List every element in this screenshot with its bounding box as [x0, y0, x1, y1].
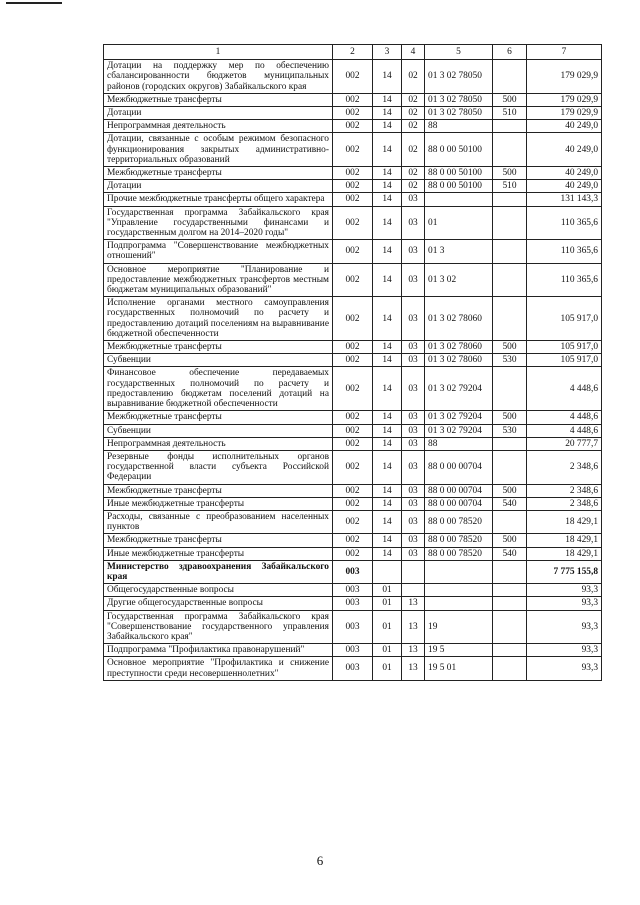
- row-rz: [373, 560, 402, 583]
- budget-table: [103, 44, 602, 681]
- table-row: [104, 107, 602, 120]
- row-pr: 13: [402, 610, 425, 644]
- row-rz: 14: [373, 547, 402, 560]
- table-row: [104, 354, 602, 367]
- row-cs: 01 3 02 78050: [425, 107, 493, 120]
- row-sum: 179 029,9: [527, 93, 602, 106]
- row-cs: 01 3 02: [425, 263, 493, 297]
- row-name: Межбюджетные трансферты: [104, 167, 333, 180]
- row-grbs: 002: [333, 107, 373, 120]
- header-cell: 3: [373, 45, 402, 60]
- row-sum: 110 365,6: [527, 263, 602, 297]
- row-sum: 93,3: [527, 597, 602, 610]
- row-pr: 03: [402, 534, 425, 547]
- row-grbs: 002: [333, 206, 373, 240]
- row-grbs: 002: [333, 534, 373, 547]
- row-vr: [493, 120, 527, 133]
- table-row: [104, 560, 602, 583]
- row-name: Прочие межбюджетные трансферты общего характера: [104, 193, 333, 206]
- row-grbs: 002: [333, 497, 373, 510]
- table-body: [104, 60, 602, 681]
- row-cs: 19 5: [425, 644, 493, 657]
- table-row: [104, 547, 602, 560]
- table-row: [104, 510, 602, 533]
- row-pr: 03: [402, 240, 425, 263]
- row-name: Дотации на поддержку мер по обеспечению сбалансированности бюджетов муниципальных районов (городских округов) Забайкальского края: [104, 60, 333, 94]
- row-grbs: 002: [333, 93, 373, 106]
- row-vr: 500: [493, 484, 527, 497]
- row-grbs: 002: [333, 354, 373, 367]
- row-sum: 179 029,9: [527, 107, 602, 120]
- row-grbs: 002: [333, 411, 373, 424]
- row-rz: 14: [373, 437, 402, 450]
- header-cell: 5: [425, 45, 493, 60]
- table-row: [104, 120, 602, 133]
- row-name: Общегосударственные вопросы: [104, 584, 333, 597]
- row-pr: 03: [402, 450, 425, 484]
- row-grbs: 002: [333, 60, 373, 94]
- table-row: [104, 341, 602, 354]
- row-name: Межбюджетные трансферты: [104, 484, 333, 497]
- row-sum: 105 917,0: [527, 297, 602, 341]
- row-sum: 2 348,6: [527, 497, 602, 510]
- row-vr: 540: [493, 497, 527, 510]
- row-pr: 03: [402, 367, 425, 411]
- row-pr: 03: [402, 424, 425, 437]
- row-grbs: 002: [333, 341, 373, 354]
- row-sum: 7 775 155,8: [527, 560, 602, 583]
- row-vr: [493, 560, 527, 583]
- row-vr: [493, 450, 527, 484]
- header-cell: 7: [527, 45, 602, 60]
- row-vr: [493, 584, 527, 597]
- row-vr: [493, 240, 527, 263]
- row-cs: 01 3 02 78060: [425, 354, 493, 367]
- row-vr: [493, 193, 527, 206]
- row-vr: 500: [493, 93, 527, 106]
- row-name: Непрограммная деятельность: [104, 120, 333, 133]
- row-vr: [493, 644, 527, 657]
- row-pr: 02: [402, 167, 425, 180]
- row-cs: 01 3 02 78060: [425, 297, 493, 341]
- row-cs: 88 0 00 78520: [425, 547, 493, 560]
- row-vr: [493, 206, 527, 240]
- row-cs: 88 0 00 00704: [425, 497, 493, 510]
- row-pr: 13: [402, 597, 425, 610]
- table-row: [104, 610, 602, 644]
- row-name: Дотации, связанные с особым режимом безопасного функционирования закрытых административно-территориальных образований: [104, 133, 333, 167]
- row-rz: 14: [373, 534, 402, 547]
- row-name: Межбюджетные трансферты: [104, 411, 333, 424]
- row-pr: 03: [402, 354, 425, 367]
- row-name: Непрограммная деятельность: [104, 437, 333, 450]
- table-row: [104, 167, 602, 180]
- row-vr: [493, 263, 527, 297]
- header-cell: 2: [333, 45, 373, 60]
- row-pr: 03: [402, 510, 425, 533]
- row-grbs: 003: [333, 610, 373, 644]
- row-grbs: 002: [333, 450, 373, 484]
- row-name: Расходы, связанные с преобразованием населенных пунктов: [104, 510, 333, 533]
- row-rz: 14: [373, 297, 402, 341]
- row-sum: 18 429,1: [527, 510, 602, 533]
- row-name: Государственная программа Забайкальского края "Управление государственными финансами и государственным долгом на 2014–2020 годы": [104, 206, 333, 240]
- row-sum: 131 143,3: [527, 193, 602, 206]
- row-rz: 14: [373, 180, 402, 193]
- row-sum: 105 917,0: [527, 354, 602, 367]
- row-grbs: 002: [333, 424, 373, 437]
- table-row: [104, 93, 602, 106]
- row-sum: 18 429,1: [527, 547, 602, 560]
- row-pr: 03: [402, 547, 425, 560]
- row-vr: 530: [493, 424, 527, 437]
- row-rz: 14: [373, 60, 402, 94]
- row-pr: [402, 584, 425, 597]
- page-number: 6: [316, 853, 324, 868]
- row-rz: 14: [373, 367, 402, 411]
- row-name: Финансовое обеспечение передаваемых государственных полномочий по расчету и предоставлению бюджетам поселений дотаций на выравнивание бюджетной обеспеченности: [104, 367, 333, 411]
- row-pr: 13: [402, 644, 425, 657]
- row-cs: 01 3: [425, 240, 493, 263]
- row-grbs: 002: [333, 120, 373, 133]
- row-sum: 40 249,0: [527, 120, 602, 133]
- row-pr: 03: [402, 341, 425, 354]
- row-rz: 14: [373, 107, 402, 120]
- row-name: Иные межбюджетные трансферты: [104, 497, 333, 510]
- row-cs: 88 0 00 00704: [425, 484, 493, 497]
- row-grbs: 002: [333, 263, 373, 297]
- table-row: [104, 497, 602, 510]
- row-rz: 01: [373, 657, 402, 680]
- row-vr: [493, 597, 527, 610]
- row-grbs: 003: [333, 657, 373, 680]
- row-cs: 88 0 00 50100: [425, 180, 493, 193]
- row-vr: 510: [493, 107, 527, 120]
- row-sum: 20 777,7: [527, 437, 602, 450]
- row-name: Межбюджетные трансферты: [104, 93, 333, 106]
- row-name: Другие общегосударственные вопросы: [104, 597, 333, 610]
- row-pr: 03: [402, 206, 425, 240]
- row-rz: 14: [373, 93, 402, 106]
- row-pr: 02: [402, 93, 425, 106]
- row-rz: 14: [373, 510, 402, 533]
- row-name: Межбюджетные трансферты: [104, 534, 333, 547]
- row-vr: [493, 297, 527, 341]
- row-pr: [402, 560, 425, 583]
- row-sum: 40 249,0: [527, 180, 602, 193]
- table-row: [104, 584, 602, 597]
- row-grbs: 002: [333, 297, 373, 341]
- table-row: [104, 263, 602, 297]
- row-pr: 03: [402, 437, 425, 450]
- row-grbs: 002: [333, 484, 373, 497]
- row-vr: 510: [493, 180, 527, 193]
- row-sum: 93,3: [527, 644, 602, 657]
- row-name: Дотации: [104, 180, 333, 193]
- row-pr: 13: [402, 657, 425, 680]
- row-name: Основное мероприятие "Профилактика и снижение преступности среди несовершеннолетних": [104, 657, 333, 680]
- row-name: Субвенции: [104, 424, 333, 437]
- row-name: Подпрограмма "Совершенствование межбюджетных отношений": [104, 240, 333, 263]
- row-vr: [493, 510, 527, 533]
- row-sum: 110 365,6: [527, 206, 602, 240]
- header-cell: 6: [493, 45, 527, 60]
- row-cs: 01: [425, 206, 493, 240]
- row-rz: 14: [373, 497, 402, 510]
- table-row: [104, 206, 602, 240]
- header-cell: 4: [402, 45, 425, 60]
- row-pr: 03: [402, 297, 425, 341]
- row-pr: 02: [402, 60, 425, 94]
- row-vr: 500: [493, 411, 527, 424]
- row-vr: [493, 657, 527, 680]
- row-sum: 105 917,0: [527, 341, 602, 354]
- row-grbs: 002: [333, 437, 373, 450]
- row-sum: 40 249,0: [527, 167, 602, 180]
- row-cs: 88 0 00 50100: [425, 167, 493, 180]
- row-rz: 14: [373, 263, 402, 297]
- row-cs: 01 3 02 78050: [425, 93, 493, 106]
- row-rz: 14: [373, 450, 402, 484]
- row-rz: 14: [373, 341, 402, 354]
- row-sum: 2 348,6: [527, 484, 602, 497]
- row-grbs: 002: [333, 510, 373, 533]
- table-header-row: [104, 45, 602, 60]
- table-row: [104, 657, 602, 680]
- row-name: Подпрограмма "Профилактика правонарушений": [104, 644, 333, 657]
- row-cs: [425, 597, 493, 610]
- row-vr: 500: [493, 341, 527, 354]
- row-cs: [425, 560, 493, 583]
- table-row: [104, 450, 602, 484]
- row-grbs: 002: [333, 167, 373, 180]
- table-row: [104, 437, 602, 450]
- row-rz: 01: [373, 597, 402, 610]
- table-row: [104, 424, 602, 437]
- row-cs: [425, 193, 493, 206]
- row-sum: 110 365,6: [527, 240, 602, 263]
- row-grbs: 002: [333, 547, 373, 560]
- row-rz: 14: [373, 354, 402, 367]
- row-grbs: 003: [333, 644, 373, 657]
- row-grbs: 003: [333, 560, 373, 583]
- row-cs: 01 3 02 78060: [425, 341, 493, 354]
- row-cs: 88: [425, 437, 493, 450]
- row-pr: 02: [402, 133, 425, 167]
- row-pr: 02: [402, 107, 425, 120]
- row-rz: 14: [373, 193, 402, 206]
- row-grbs: 002: [333, 133, 373, 167]
- row-cs: 01 3 02 79204: [425, 424, 493, 437]
- row-cs: 19: [425, 610, 493, 644]
- row-name: Дотации: [104, 107, 333, 120]
- row-name: Министерство здравоохранения Забайкальского края: [104, 560, 333, 583]
- row-cs: 88 0 00 50100: [425, 133, 493, 167]
- row-pr: 03: [402, 411, 425, 424]
- table-row: [104, 240, 602, 263]
- row-name: Основное мероприятие "Планирование и предоставление межбюджетных трансфертов местным бюджетам муниципальных образований": [104, 263, 333, 297]
- row-rz: 14: [373, 133, 402, 167]
- header-cell: 1: [104, 45, 333, 60]
- row-cs: 01 3 02 79204: [425, 411, 493, 424]
- row-cs: 01 3 02 78050: [425, 60, 493, 94]
- table-row: [104, 367, 602, 411]
- row-pr: 03: [402, 497, 425, 510]
- row-cs: 88 0 00 00704: [425, 450, 493, 484]
- table-row: [104, 484, 602, 497]
- row-name: Государственная программа Забайкальского края "Совершенствование государственного управления Забайкальского края": [104, 610, 333, 644]
- row-cs: 19 5 01: [425, 657, 493, 680]
- row-pr: 02: [402, 180, 425, 193]
- row-rz: 14: [373, 240, 402, 263]
- row-name: Иные межбюджетные трансферты: [104, 547, 333, 560]
- header-rule: [6, 2, 62, 4]
- row-name: Резервные фонды исполнительных органов государственной власти субъекта Российской Федерации: [104, 450, 333, 484]
- row-vr: [493, 367, 527, 411]
- row-rz: 01: [373, 644, 402, 657]
- table-row: [104, 644, 602, 657]
- row-rz: 14: [373, 424, 402, 437]
- table-row: [104, 180, 602, 193]
- row-grbs: 002: [333, 367, 373, 411]
- row-vr: [493, 610, 527, 644]
- row-sum: 18 429,1: [527, 534, 602, 547]
- table-row: [104, 133, 602, 167]
- row-sum: 2 348,6: [527, 450, 602, 484]
- table-row: [104, 193, 602, 206]
- row-rz: 01: [373, 584, 402, 597]
- row-grbs: 003: [333, 584, 373, 597]
- row-rz: 14: [373, 120, 402, 133]
- table-row: [104, 597, 602, 610]
- row-rz: 14: [373, 206, 402, 240]
- row-grbs: 002: [333, 180, 373, 193]
- row-sum: 93,3: [527, 657, 602, 680]
- row-rz: 14: [373, 484, 402, 497]
- row-grbs: 002: [333, 240, 373, 263]
- row-cs: 01 3 02 79204: [425, 367, 493, 411]
- row-rz: 01: [373, 610, 402, 644]
- row-sum: 93,3: [527, 584, 602, 597]
- row-cs: 88: [425, 120, 493, 133]
- row-vr: 540: [493, 547, 527, 560]
- row-name: Исполнение органами местного самоуправления государственных полномочий по расчету и предоставлению дотаций поселениям на выравнивание бюджетной обеспеченности: [104, 297, 333, 341]
- row-pr: 03: [402, 193, 425, 206]
- row-rz: 14: [373, 167, 402, 180]
- row-sum: 4 448,6: [527, 411, 602, 424]
- row-vr: [493, 60, 527, 94]
- row-vr: [493, 437, 527, 450]
- row-cs: 88 0 00 78520: [425, 534, 493, 547]
- table-row: [104, 534, 602, 547]
- row-name: Субвенции: [104, 354, 333, 367]
- row-grbs: 003: [333, 597, 373, 610]
- table-row: [104, 411, 602, 424]
- row-vr: [493, 133, 527, 167]
- row-sum: 93,3: [527, 610, 602, 644]
- row-pr: 02: [402, 120, 425, 133]
- row-sum: 179 029,9: [527, 60, 602, 94]
- row-sum: 40 249,0: [527, 133, 602, 167]
- row-vr: 500: [493, 534, 527, 547]
- row-rz: 14: [373, 411, 402, 424]
- row-name: Межбюджетные трансферты: [104, 341, 333, 354]
- table-row: [104, 297, 602, 341]
- row-vr: 500: [493, 167, 527, 180]
- row-sum: 4 448,6: [527, 424, 602, 437]
- row-pr: 03: [402, 263, 425, 297]
- row-grbs: 002: [333, 193, 373, 206]
- row-cs: 88 0 00 78520: [425, 510, 493, 533]
- row-vr: 530: [493, 354, 527, 367]
- table-row: [104, 60, 602, 94]
- row-cs: [425, 584, 493, 597]
- row-pr: 03: [402, 484, 425, 497]
- row-sum: 4 448,6: [527, 367, 602, 411]
